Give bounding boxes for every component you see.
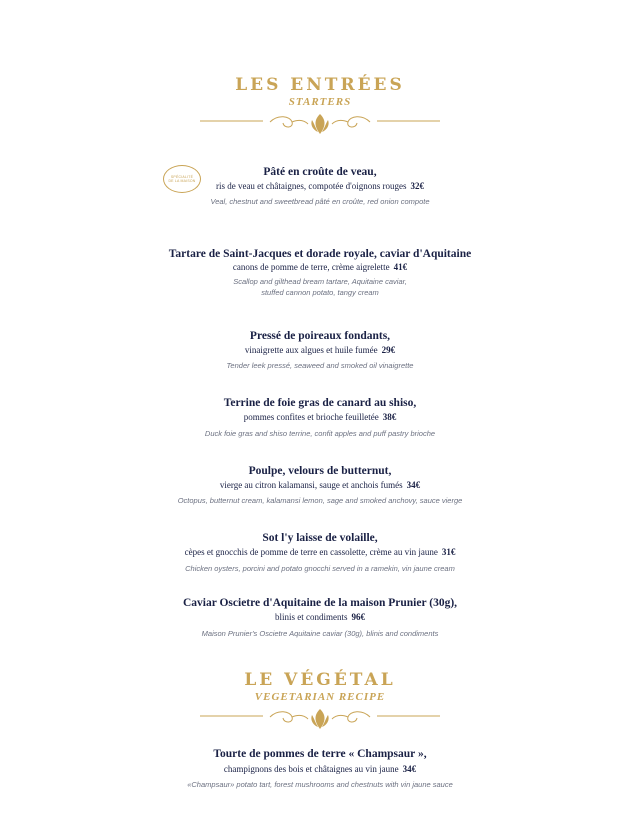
dish-english: Chicken oysters, porcini and potato gnocchi served in a ramekin, vin jaune cream [185,564,455,573]
dish-english: «Champsaur» potato tart, forest mushrooms and chestnuts with vin jaune sauce [187,780,453,789]
dish-price: 29€ [381,345,396,355]
dish-description: vinaigrette aux algues et huile fumée 29€ [244,345,396,355]
dish-english: stuffed cannon potato, tangy cream [261,288,379,297]
dish-price: 96€ [351,612,365,622]
badge-line-1: SPÉCIALITÉ [170,175,194,179]
dish-description: champignons des bois et châtaignes au vin jaune 34€ [223,764,417,774]
dish-price: 38€ [382,412,397,422]
dish-name: Tourte de pommes de terre « Champsaur », [213,748,427,760]
dish-description: canons de pomme de terre, crème aigrelette 41€ [232,262,408,272]
dish-name: Caviar Oscietre d'Aquitaine de la maison Prunier (30g), [182,597,458,609]
section-title-starters: LES ENTRÉES [235,75,405,95]
dish-description: pommes confites et brioche feuilletée 38€ [243,412,397,422]
dish-english: Maison Prunier's Oscietre Aquitaine caviar (30g), blinis and condiments [201,629,439,638]
dish-price: 34€ [402,764,417,774]
section-title-vegetal: LE VÉGÉTAL [244,670,396,690]
dish-english: Octopus, butternut cream, kalamansi lemon, sage and smoked anchovy, sauce vierge [177,496,463,505]
dish-name: Sot l'y laisse de volaille, [262,532,378,544]
section-subtitle-vegetal: VEGETARIAN RECIPE [254,691,386,703]
dish-description: blinis et condiments 96€ [275,612,365,622]
ornament-divider-icon [0,707,640,731]
dish-name: Terrine de foie gras de canard au shiso, [223,397,417,409]
dish-name: Pressé de poireaux fondants, [249,330,391,342]
dish-english: Scallop and gilthead bream tartare, Aquitaine caviar, [233,277,407,286]
dish-price: 34€ [406,480,421,490]
dish-price: 41€ [393,262,408,272]
dish-english: Tender leek pressé, seaweed and smoked oil vinaigrette [226,361,414,370]
dish-name: Poulpe, velours de butternut, [248,465,392,477]
dish-price: 32€ [410,181,425,191]
section-subtitle-starters: STARTERS [288,96,352,108]
dish-english: Veal, chestnut and sweetbread pâté en croûte, red onion compote [210,197,430,206]
dish-description: ris de veau et châtaignes, compotée d'oignons rouges 32€ [215,181,425,191]
dish-name: Pâté en croûte de veau, [263,166,377,178]
dish-english: Duck foie gras and shiso terrine, confit apples and puff pastry brioche [204,429,436,438]
dish-name: Tartare de Saint-Jacques et dorade royale, caviar d'Aquitaine [168,248,472,260]
badge-line-2: DE LA MAISON [168,179,196,183]
dish-description: vierge au citron kalamansi, sauge et anchois fumés 34€ [219,480,421,490]
dish-price: 31€ [441,547,456,557]
ornament-divider-icon [0,112,640,136]
dish-description: cèpes et gnocchis de pomme de terre en cassolette, crème au vin jaune 31€ [184,547,456,557]
